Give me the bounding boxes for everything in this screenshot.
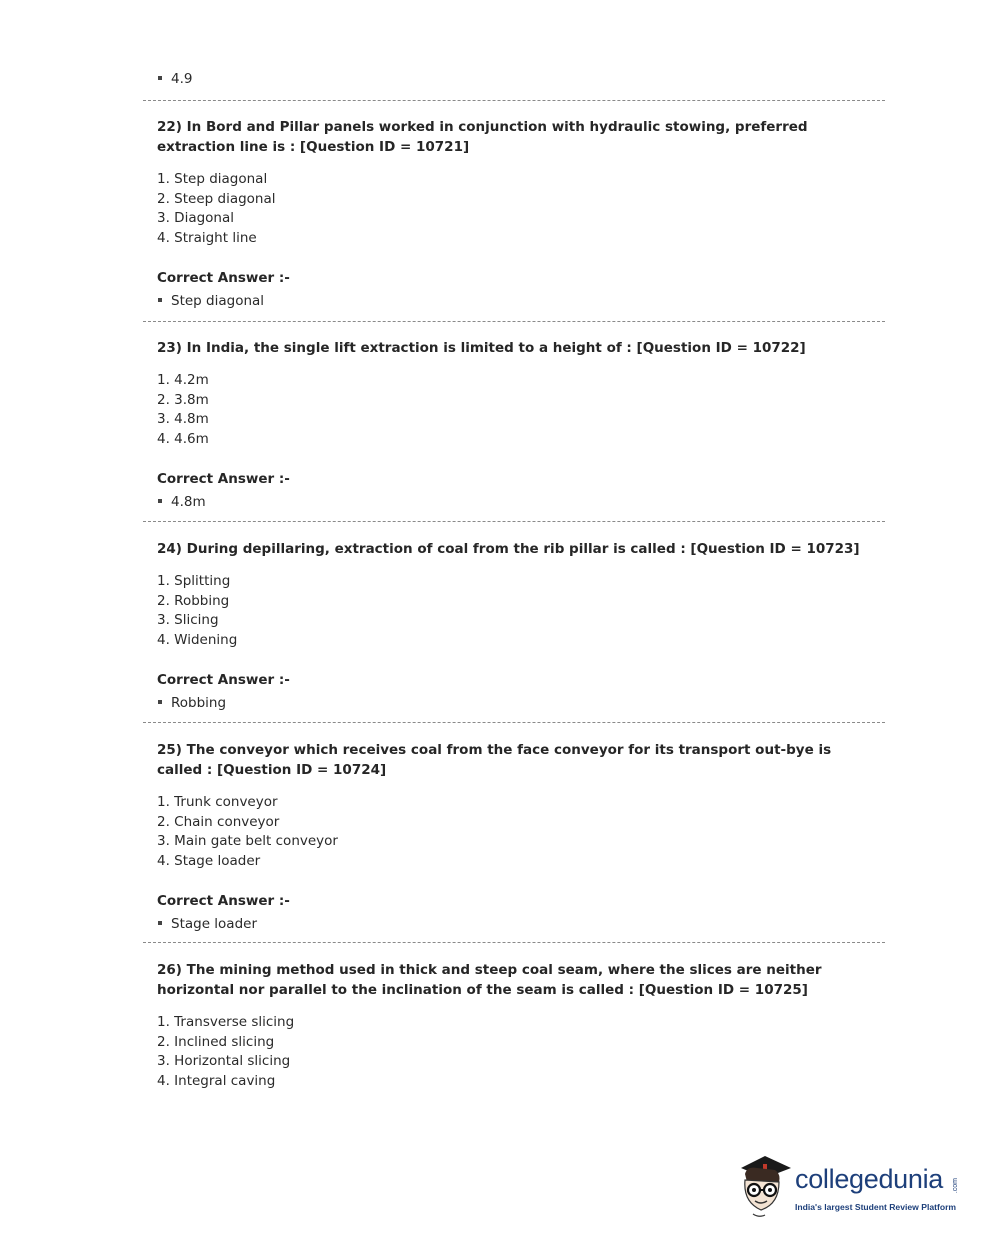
question-separator	[143, 100, 885, 101]
bullet-icon	[158, 499, 162, 503]
options-list	[157, 793, 877, 871]
question-separator	[143, 942, 885, 943]
correct-answer-label: Correct Answer :-	[157, 270, 290, 286]
option-item: 4. Integral caving	[157, 1072, 276, 1089]
question-block	[157, 338, 877, 510]
option-item: 3. Horizontal slicing	[157, 1053, 291, 1070]
option-item: 2. 3.8m	[157, 391, 209, 408]
option-item: 3. 4.8m	[157, 411, 209, 428]
correct-answer-value: 4.8m	[157, 494, 206, 510]
bullet-icon	[158, 921, 162, 925]
option-item: 4. Stage loader	[157, 852, 261, 869]
correct-answer-label: Correct Answer :-	[157, 893, 290, 909]
option-item: 3. Slicing	[157, 612, 219, 629]
option-item: 1. Trunk conveyor	[157, 794, 278, 810]
option-item: 4. Widening	[157, 631, 238, 648]
option-item: 4. Straight line	[157, 229, 257, 246]
collegedunia-logo	[735, 1152, 960, 1224]
correct-answer-label: Correct Answer :-	[157, 471, 290, 487]
options-list	[157, 572, 877, 650]
bullet-icon	[158, 298, 162, 302]
options-list	[157, 1013, 877, 1091]
question-separator	[143, 722, 885, 723]
options-list	[157, 170, 877, 248]
question-block	[157, 960, 877, 1091]
option-item: 1. 4.2m	[157, 372, 209, 388]
option-item: 2. Inclined slicing	[157, 1033, 275, 1050]
option-item: 3. Diagonal	[157, 210, 234, 227]
logo-tagline: India's largest Student Review Platform	[795, 1202, 957, 1212]
bullet-icon	[158, 700, 162, 704]
option-item: 3. Main gate belt conveyor	[157, 833, 338, 850]
question-block	[157, 117, 877, 309]
question-title: 25) The conveyor which receives coal from the face conveyor for its transport out-bye is called : [Question ID = 10724]	[157, 742, 832, 778]
logo-wordmark: collegedunia	[795, 1164, 944, 1194]
correct-answer-label: Correct Answer :-	[157, 672, 290, 688]
correct-answer-value: Step diagonal	[157, 293, 264, 309]
option-item: 1. Transverse slicing	[157, 1014, 295, 1030]
mascot-icon	[735, 1152, 793, 1222]
option-item: 1. Splitting	[157, 573, 231, 589]
question-block	[157, 539, 877, 711]
correct-answer-value: Robbing	[157, 695, 226, 711]
correct-answer-value: Stage loader	[157, 916, 257, 932]
option-item: 2. Chain conveyor	[157, 813, 280, 830]
question-block	[157, 740, 877, 932]
question-title: 26) The mining method used in thick and steep coal seam, where the slices are neither horizontal nor parallel to the inclination of the seam is called : [Question ID = 10725]	[157, 962, 822, 998]
options-list	[157, 371, 877, 449]
logo-suffix: .com	[952, 1178, 959, 1194]
question-title: 23) In India, the single lift extraction is limited to a height of : [Question ID = 10722]	[157, 340, 806, 356]
option-item: 2. Steep diagonal	[157, 190, 276, 207]
bullet-icon	[158, 76, 162, 80]
question-separator	[143, 521, 885, 522]
option-item: 4. 4.6m	[157, 430, 209, 447]
question-separator	[143, 321, 885, 322]
previous-answer-item: 4.9	[157, 71, 192, 87]
question-title: 22) In Bord and Pillar panels worked in conjunction with hydraulic stowing, preferred extraction line is : [Question ID = 10721]	[157, 119, 808, 155]
option-item: 1. Step diagonal	[157, 171, 268, 187]
option-item: 2. Robbing	[157, 592, 230, 609]
question-title: 24) During depillaring, extraction of coal from the rib pillar is called : [Question ID = 10723]	[157, 541, 860, 557]
